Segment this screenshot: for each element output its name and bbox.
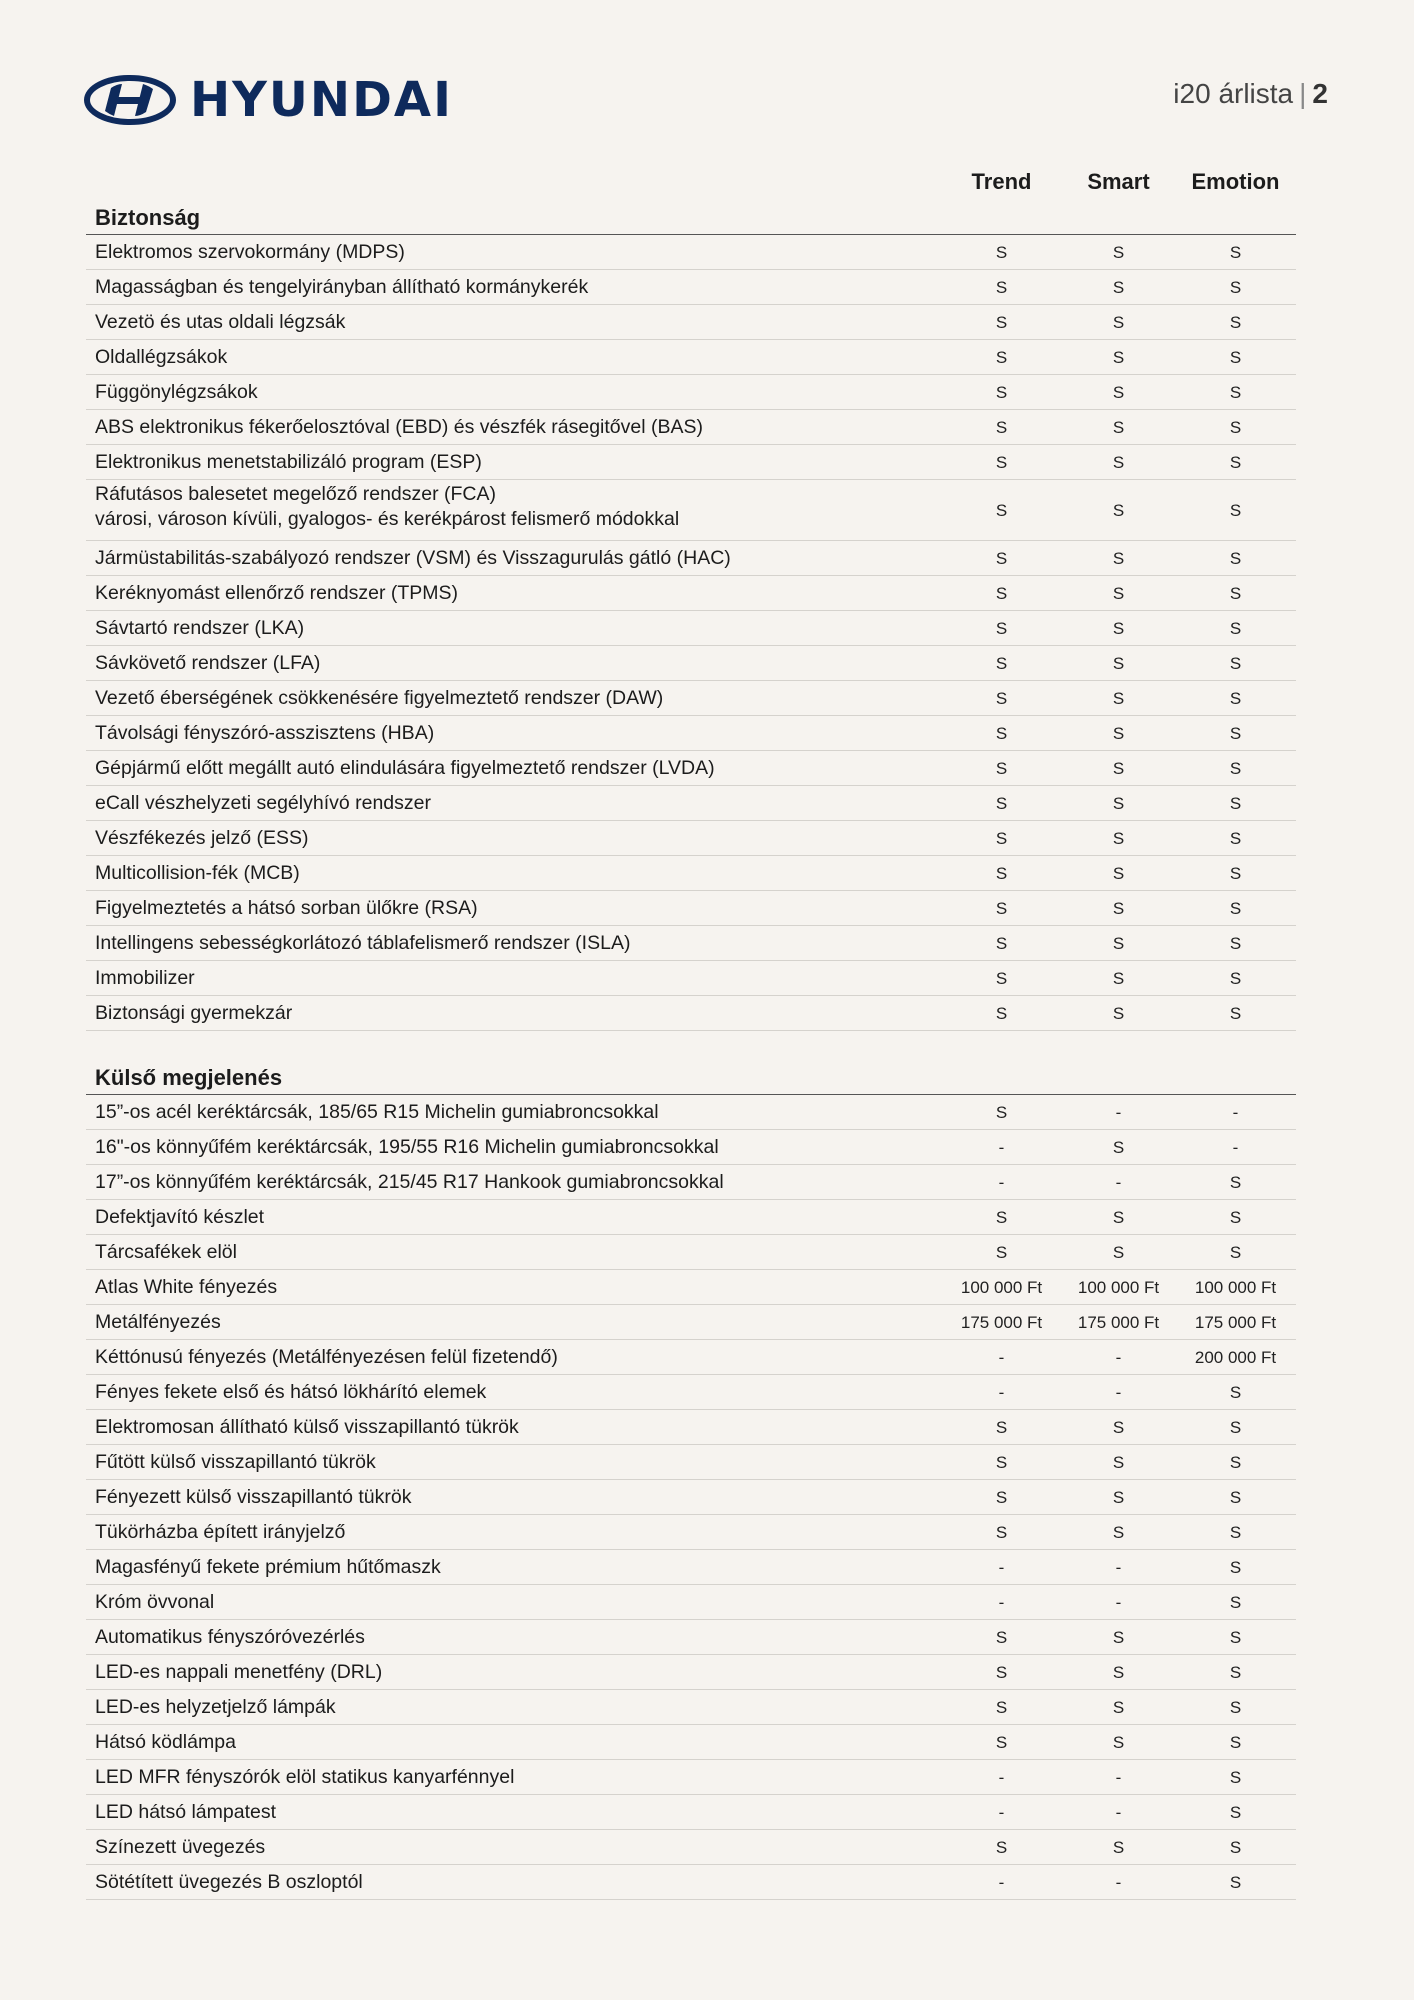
row-label	[95, 1760, 514, 1795]
cell-emotion: S	[1229, 1663, 1242, 1682]
row-label-line: Vezetö és utas oldali légzsák	[95, 311, 346, 333]
cell-smart: S	[1112, 278, 1125, 297]
cell-smart: S	[1112, 1453, 1125, 1472]
cell-emotion: -	[1232, 1138, 1239, 1157]
row-label	[95, 1830, 265, 1865]
section-title: Külső megjelenés	[86, 1061, 1296, 1095]
row-label-line: Sávkövető rendszer (LFA)	[95, 652, 321, 674]
table-row	[86, 480, 1296, 541]
cell-smart: S	[1112, 1663, 1125, 1682]
cell-smart: S	[1112, 1488, 1125, 1507]
cell-emotion: S	[1229, 1628, 1242, 1647]
cell-smart: S	[1112, 1838, 1125, 1857]
row-label	[95, 891, 478, 926]
cell-emotion: S	[1229, 969, 1242, 988]
row-label	[95, 541, 731, 576]
row-label	[95, 681, 663, 716]
cell-trend: -	[998, 1558, 1005, 1577]
row-label	[95, 1725, 236, 1760]
row-label-line: Automatikus fényszóróvezérlés	[95, 1626, 365, 1648]
cell-emotion: S	[1229, 689, 1242, 708]
table-row	[86, 1550, 1296, 1585]
row-label	[95, 1340, 558, 1375]
row-label	[95, 1585, 214, 1620]
row-label-line: Jármüstabilitás-szabályozó rendszer (VSM) és Visszagurulás gátló (HAC)	[95, 547, 731, 569]
page-label: i20 árlista	[1173, 78, 1294, 109]
cell-emotion: S	[1229, 1208, 1242, 1227]
row-label-line: Fényes fekete első és hátsó lökhárító elemek	[95, 1381, 487, 1403]
cell-emotion: S	[1229, 453, 1242, 472]
cell-trend: S	[995, 934, 1008, 953]
row-label-line: Elektromosan állítható külső visszapillantó tükrök	[95, 1416, 519, 1438]
row-label-line: Biztonsági gyermekzár	[95, 1002, 293, 1024]
table-row	[86, 1165, 1296, 1200]
row-label-line: ABS elektronikus fékerőelosztóval (EBD) és vészfék rásegitővel (BAS)	[95, 416, 703, 438]
cell-emotion: S	[1229, 1873, 1242, 1892]
cell-emotion: S	[1229, 899, 1242, 918]
cell-smart: S	[1112, 1418, 1125, 1437]
row-label-line: Magasságban és tengelyirányban állítható kormánykerék	[95, 276, 589, 298]
row-label	[95, 1795, 276, 1830]
table-row	[86, 576, 1296, 611]
row-label-line: városi, városon kívüli, gyalogos- és kerékpárost felismerő módokkal	[95, 508, 680, 530]
cell-emotion: S	[1229, 724, 1242, 743]
row-label	[95, 996, 292, 1031]
cell-trend: S	[995, 348, 1008, 367]
cell-emotion: S	[1229, 1418, 1242, 1437]
brand-wordmark: HYUNDAI	[190, 72, 453, 128]
cell-emotion: S	[1229, 1004, 1242, 1023]
cell-emotion: S	[1229, 584, 1242, 603]
table-row	[86, 1515, 1296, 1550]
cell-trend: S	[995, 899, 1008, 918]
cell-smart: S	[1112, 1138, 1125, 1157]
cell-emotion: S	[1229, 1698, 1242, 1717]
row-label	[95, 1445, 376, 1480]
cell-trend: 100 000 Ft	[960, 1278, 1043, 1297]
table-row	[86, 1690, 1296, 1725]
cell-smart: S	[1112, 1698, 1125, 1717]
cell-emotion: S	[1229, 619, 1242, 638]
cell-trend: S	[995, 584, 1008, 603]
row-label-line: Kéttónusú fényezés (Metálfényezésen felül fizetendő)	[95, 1346, 558, 1368]
sections	[86, 201, 1296, 1900]
cell-emotion: S	[1229, 654, 1242, 673]
table-row	[86, 786, 1296, 821]
cell-emotion: 100 000 Ft	[1194, 1278, 1277, 1297]
row-label-line: Multicollision-fék (MCB)	[95, 862, 300, 884]
row-label-line: Sávtartó rendszer (LKA)	[95, 617, 305, 639]
table-row	[86, 1130, 1296, 1165]
row-label-line: Tárcsafékek elöl	[95, 1241, 237, 1263]
cell-smart: S	[1112, 899, 1125, 918]
row-label	[95, 821, 309, 856]
table-row	[86, 410, 1296, 445]
cell-smart: S	[1112, 689, 1125, 708]
cell-trend: S	[995, 654, 1008, 673]
cell-trend: -	[998, 1138, 1005, 1157]
row-label-line: Fűtött külső visszapillantó tükrök	[95, 1451, 376, 1473]
page-number: 2	[1312, 78, 1328, 109]
cell-trend: S	[995, 1698, 1008, 1717]
row-label	[95, 646, 320, 681]
column-header-smart: Smart	[1087, 169, 1150, 194]
row-label-line: Oldallégzsákok	[95, 346, 228, 368]
cell-emotion: S	[1229, 383, 1242, 402]
row-label	[95, 1235, 237, 1270]
row-label-line: 17”-os könnyűfém keréktárcsák, 215/45 R17 Hankook gumiabroncsokkal	[95, 1171, 724, 1193]
table-row	[86, 1340, 1296, 1375]
row-label	[95, 1130, 719, 1165]
cell-trend: S	[995, 1488, 1008, 1507]
table-row	[86, 611, 1296, 646]
cell-trend: S	[995, 1523, 1008, 1542]
cell-trend: S	[995, 969, 1008, 988]
row-label-line: 16"-os könnyűfém keréktárcsák, 195/55 R16 Michelin gumiabroncsokkal	[95, 1136, 719, 1158]
cell-emotion: S	[1229, 864, 1242, 883]
cell-smart: -	[1115, 1803, 1122, 1822]
cell-smart: S	[1112, 313, 1125, 332]
cell-trend: S	[995, 864, 1008, 883]
cell-trend: S	[995, 1103, 1008, 1122]
table-row	[86, 716, 1296, 751]
cell-emotion: S	[1229, 278, 1242, 297]
cell-smart: S	[1112, 654, 1125, 673]
cell-smart: S	[1112, 1208, 1125, 1227]
cell-trend: S	[995, 1663, 1008, 1682]
row-label	[95, 926, 630, 961]
cell-smart: S	[1112, 1733, 1125, 1752]
table-row	[86, 1270, 1296, 1305]
row-label	[95, 270, 588, 305]
table-row	[86, 541, 1296, 576]
cell-smart: S	[1112, 1243, 1125, 1262]
cell-trend: S	[995, 759, 1008, 778]
row-label-line: Hátsó ködlámpa	[95, 1731, 236, 1753]
cell-smart: -	[1115, 1593, 1122, 1612]
row-label-line: Vezető éberségének csökkenésére figyelmeztető rendszer (DAW)	[95, 687, 664, 709]
row-label	[95, 340, 227, 375]
cell-smart: S	[1112, 619, 1125, 638]
table-row	[86, 891, 1296, 926]
cell-trend: S	[995, 724, 1008, 743]
row-label-line: Magasfényű fekete prémium hűtőmaszk	[95, 1556, 441, 1578]
cell-trend: S	[995, 501, 1008, 520]
table-row	[86, 1095, 1296, 1130]
row-label	[95, 1480, 411, 1515]
row-label	[95, 1690, 336, 1725]
cell-emotion: S	[1229, 1243, 1242, 1262]
row-label	[95, 1165, 724, 1200]
row-label	[95, 961, 195, 996]
row-label-line: Elektronikus menetstabilizáló program (ESP)	[95, 451, 482, 473]
table-row	[86, 1620, 1296, 1655]
cell-emotion: -	[1232, 1103, 1239, 1122]
table-row	[86, 1865, 1296, 1900]
row-label	[95, 1375, 486, 1410]
row-label-line: LED MFR fényszórók elöl statikus kanyarfénnyel	[95, 1766, 515, 1788]
row-label-line: 15”-os acél keréktárcsák, 185/65 R15 Michelin gumiabroncsokkal	[95, 1101, 659, 1123]
cell-smart: S	[1112, 1523, 1125, 1542]
row-label	[95, 1655, 382, 1690]
cell-trend: S	[995, 549, 1008, 568]
table-row	[86, 1655, 1296, 1690]
cell-trend: S	[995, 1628, 1008, 1647]
cell-emotion: S	[1229, 1593, 1242, 1612]
cell-smart: S	[1112, 418, 1125, 437]
row-label-line: LED hátsó lámpatest	[95, 1801, 277, 1823]
row-label	[95, 716, 434, 751]
table-row	[86, 1725, 1296, 1760]
cell-smart: S	[1112, 969, 1125, 988]
row-label-line: Keréknyomást ellenőrző rendszer (TPMS)	[95, 582, 459, 604]
cell-smart: S	[1112, 759, 1125, 778]
cell-smart: -	[1115, 1768, 1122, 1787]
row-label-line: Fényezett külső visszapillantó tükrök	[95, 1486, 412, 1508]
table-row	[86, 1480, 1296, 1515]
row-label-line: LED-es helyzetjelző lámpák	[95, 1696, 336, 1718]
table-row	[86, 1795, 1296, 1830]
table-row	[86, 375, 1296, 410]
row-label	[95, 1865, 363, 1900]
table-row	[86, 305, 1296, 340]
cell-smart: -	[1115, 1103, 1122, 1122]
cell-emotion: S	[1229, 1558, 1242, 1577]
cell-trend: S	[995, 1838, 1008, 1857]
cell-trend: -	[998, 1173, 1005, 1192]
cell-emotion: S	[1229, 1173, 1242, 1192]
cell-emotion: S	[1229, 1523, 1242, 1542]
table-row	[86, 235, 1296, 270]
cell-emotion: S	[1229, 1383, 1242, 1402]
row-label-line: Sötétített üvegezés B oszloptól	[95, 1871, 363, 1893]
row-label-line: Króm övvonal	[95, 1591, 215, 1613]
cell-emotion: S	[1229, 794, 1242, 813]
row-label-line: Vészfékezés jelző (ESS)	[95, 827, 309, 849]
row-label-line: Atlas White fényezés	[95, 1276, 278, 1298]
cell-emotion: S	[1229, 1488, 1242, 1507]
cell-smart: S	[1112, 724, 1125, 743]
cell-emotion: S	[1229, 934, 1242, 953]
row-label	[95, 445, 482, 480]
cell-trend: S	[995, 1004, 1008, 1023]
table-row	[86, 1305, 1296, 1340]
cell-emotion: S	[1229, 759, 1242, 778]
cell-trend: S	[995, 453, 1008, 472]
row-label	[95, 375, 258, 410]
row-label-line: Gépjármű előtt megállt autó elindulására figyelmeztető rendszer (LVDA)	[95, 757, 715, 779]
row-label-line: Intellingens sebességkorlátozó táblafelismerő rendszer (ISLA)	[95, 932, 631, 954]
cell-smart: -	[1115, 1558, 1122, 1577]
row-label	[95, 786, 431, 821]
cell-emotion: S	[1229, 1733, 1242, 1752]
table-row	[86, 1445, 1296, 1480]
row-label	[95, 1410, 519, 1445]
cell-trend: -	[998, 1383, 1005, 1402]
row-label	[95, 1550, 441, 1585]
cell-trend: -	[998, 1873, 1005, 1892]
row-label-line: Távolsági fényszóró-asszisztens (HBA)	[95, 722, 435, 744]
cell-smart: 175 000 Ft	[1077, 1313, 1160, 1332]
row-label-line: eCall vészhelyzeti segélyhívó rendszer	[95, 792, 431, 814]
table-row	[86, 270, 1296, 305]
table-row	[86, 1200, 1296, 1235]
cell-emotion: S	[1229, 549, 1242, 568]
row-label-line: Színezett üvegezés	[95, 1836, 266, 1858]
table-row	[86, 751, 1296, 786]
cell-smart: S	[1112, 549, 1125, 568]
row-label	[95, 1095, 659, 1130]
cell-smart: S	[1112, 383, 1125, 402]
cell-smart: 100 000 Ft	[1077, 1278, 1160, 1297]
table-row	[86, 681, 1296, 716]
cell-emotion: S	[1229, 418, 1242, 437]
cell-smart: S	[1112, 794, 1125, 813]
cell-trend: -	[998, 1348, 1005, 1367]
cell-emotion: S	[1229, 1838, 1242, 1857]
cell-smart: -	[1115, 1173, 1122, 1192]
row-label	[95, 482, 679, 532]
cell-trend: S	[995, 829, 1008, 848]
page-indicator	[1173, 78, 1328, 110]
row-label	[95, 611, 304, 646]
cell-trend: S	[995, 243, 1008, 262]
row-label-line: Defektjavító készlet	[95, 1206, 265, 1228]
table-row	[86, 340, 1296, 375]
cell-trend: S	[995, 418, 1008, 437]
cell-smart: S	[1112, 1628, 1125, 1647]
table-row	[86, 926, 1296, 961]
table-row	[86, 1830, 1296, 1865]
row-label-line: Ráfutásos balesetet megelőző rendszer (FCA)	[95, 483, 497, 505]
cell-emotion: S	[1229, 501, 1242, 520]
cell-emotion: S	[1229, 243, 1242, 262]
cell-smart: S	[1112, 829, 1125, 848]
table-row	[86, 1375, 1296, 1410]
table-row	[86, 856, 1296, 891]
row-label	[95, 1515, 345, 1550]
row-label	[95, 305, 345, 340]
cell-emotion: S	[1229, 1453, 1242, 1472]
table-row	[86, 646, 1296, 681]
row-label-line: Immobilizer	[95, 967, 195, 989]
cell-emotion: S	[1229, 348, 1242, 367]
cell-trend: S	[995, 619, 1008, 638]
cell-smart: S	[1112, 243, 1125, 262]
cell-emotion: 200 000 Ft	[1194, 1348, 1277, 1367]
page-header	[0, 0, 1414, 150]
table-row	[86, 961, 1296, 996]
row-label	[95, 576, 458, 611]
cell-trend: S	[995, 1208, 1008, 1227]
cell-trend: -	[998, 1593, 1005, 1612]
cell-trend: S	[995, 313, 1008, 332]
cell-emotion: S	[1229, 829, 1242, 848]
row-label	[95, 1200, 264, 1235]
row-label-line: Függönylégzsákok	[95, 381, 258, 403]
row-label	[95, 1270, 277, 1305]
cell-trend: S	[995, 1453, 1008, 1472]
column-header-row	[86, 165, 1296, 201]
table-row	[86, 1760, 1296, 1795]
cell-emotion: S	[1229, 1803, 1242, 1822]
cell-emotion: S	[1229, 1768, 1242, 1787]
row-label-line: Elektromos szervokormány (MDPS)	[95, 241, 405, 263]
cell-smart: S	[1112, 453, 1125, 472]
row-label-line: Tükörházba épített irányjelző	[95, 1521, 346, 1543]
row-label	[95, 1305, 221, 1340]
cell-trend: S	[995, 278, 1008, 297]
row-label	[95, 856, 300, 891]
section-title: Biztonság	[86, 201, 1296, 235]
row-label	[95, 410, 703, 445]
table-row	[86, 821, 1296, 856]
row-label-line: Metálfényezés	[95, 1311, 221, 1333]
cell-smart: S	[1112, 864, 1125, 883]
cell-trend: S	[995, 1243, 1008, 1262]
cell-smart: S	[1112, 1004, 1125, 1023]
row-label	[95, 235, 405, 270]
table-row	[86, 1235, 1296, 1270]
cell-smart: -	[1115, 1383, 1122, 1402]
table-row	[86, 1410, 1296, 1445]
cell-trend: 175 000 Ft	[960, 1313, 1043, 1332]
page-separator: |	[1299, 78, 1307, 109]
table-row	[86, 445, 1296, 480]
cell-trend: S	[995, 794, 1008, 813]
table-row	[86, 996, 1296, 1031]
cell-smart: -	[1115, 1873, 1122, 1892]
table-row	[86, 1585, 1296, 1620]
cell-emotion: S	[1229, 313, 1242, 332]
spec-table	[86, 165, 1296, 1900]
cell-emotion: 175 000 Ft	[1194, 1313, 1277, 1332]
cell-trend: S	[995, 383, 1008, 402]
column-header-trend: Trend	[971, 169, 1032, 194]
cell-trend: -	[998, 1803, 1005, 1822]
cell-smart: -	[1115, 1348, 1122, 1367]
hyundai-logo	[84, 72, 453, 128]
cell-trend: -	[998, 1768, 1005, 1787]
row-label	[95, 1620, 365, 1655]
cell-smart: S	[1112, 934, 1125, 953]
cell-trend: S	[995, 1418, 1008, 1437]
cell-trend: S	[995, 689, 1008, 708]
section-gap	[86, 1031, 1296, 1061]
cell-trend: S	[995, 1733, 1008, 1752]
cell-smart: S	[1112, 584, 1125, 603]
hyundai-emblem-icon	[84, 75, 176, 125]
cell-smart: S	[1112, 348, 1125, 367]
cell-smart: S	[1112, 501, 1125, 520]
row-label-line: LED-es nappali menetfény (DRL)	[95, 1661, 383, 1683]
column-header-emotion: Emotion	[1191, 169, 1280, 194]
row-label	[95, 751, 715, 786]
row-label-line: Figyelmeztetés a hátsó sorban ülőkre (RSA)	[95, 897, 478, 919]
